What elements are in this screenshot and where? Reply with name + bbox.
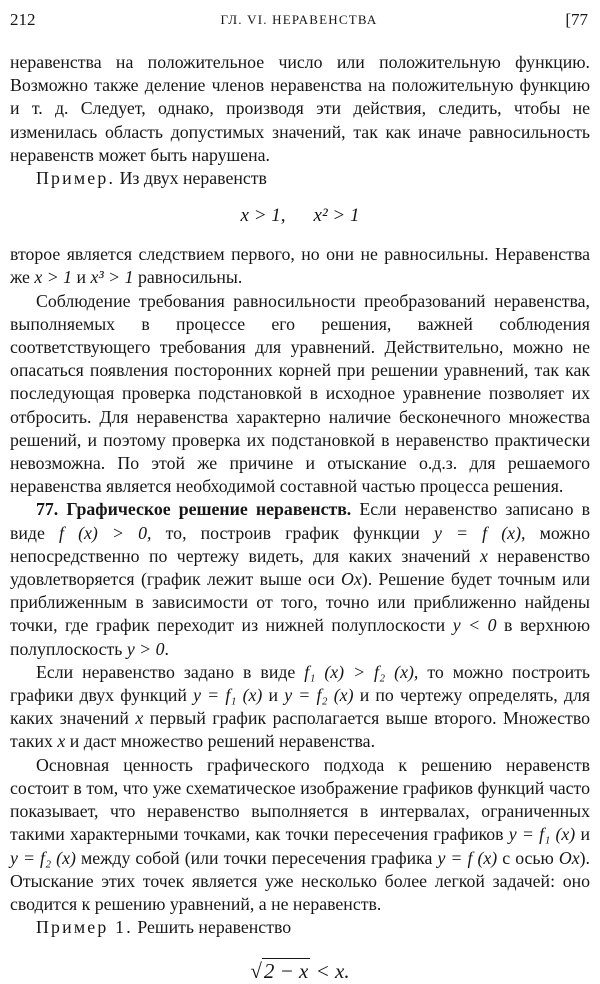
formula-rest: < x.	[315, 959, 350, 984]
running-header	[10, 10, 588, 36]
example-intro	[10, 167, 590, 190]
paragraph-1: неравенства на положительное число или положительную функцию. Возможно также деление членов неравенства на положительную функцию и т. д. Следует, однако, производя эти действия, следить, чтобы не изменилась область допустимых значений, так как иначе равносильность неравенств может быть нарушена.	[10, 52, 590, 165]
paragraph-5: Если неравенство задано в виде f₁ (x) > f₂ (x), то можно построить графики двух функций y = f₁ (x) и y = f₂ (x) и по чертежу определять, для каких значений x первый график располагается выше второго. Множество таких x и даст множество решений неравенства.	[10, 661, 591, 752]
paragraph-6: Основная ценность графического подхода к решению неравенств состоит в том, что уже схематическое изображение графиков функций часто показывает, что неравенство выполняется в интервалах, ограниченных такими характерными точками, как точки пересечения графиков y = f₁ (x) и y = f₂ (x) между собой (или точки пересечения графика y = f (x) с осью Ox). Отыскание этих точек является уже несколько более легкой задачей: оно сводится к решению уравнений, а не неравенств.	[10, 754, 590, 914]
example-1-text: Решить неравенство	[137, 917, 292, 938]
formula-right: x² > 1	[313, 205, 360, 227]
formula-left: x > 1,	[240, 205, 286, 227]
radical-sign: √	[250, 959, 262, 984]
section-77: 77. Графическое решение неравенств. Если неравенство записано в виде f (x) > 0, то, построив график функции y = f (x), можно непосредственно по чертежу видеть, для каких значений x неравенство удовлетворяется (график лежит выше оси Ox). Решение будет точным или приближенным в зависимости от того, точно или приближенно найдены точки, где график переходит из нижней полуплоскости y < 0 в верхнюю полуплоскость y > 0.	[10, 499, 590, 659]
section-number: [77	[565, 10, 588, 29]
example-text: Из двух неравенств	[119, 168, 267, 189]
page-body	[10, 51, 590, 984]
page-number: 212	[10, 10, 36, 29]
formula-sqrt-inequality	[10, 959, 590, 984]
formula-inequalities	[10, 204, 590, 227]
chapter-title: ГЛ. VI. НЕРАВЕНСТВА	[220, 12, 378, 27]
example-label: Пример.	[36, 168, 116, 189]
radicand: 2 − x	[263, 959, 309, 984]
example-1-intro	[10, 916, 590, 939]
paragraph-2: второе является следствием первого, но они не равносильны. Неравенства же x > 1 и x³ > 1 равносильны.	[10, 244, 590, 288]
section-heading: 77. Графическое решение неравенств.	[36, 499, 352, 520]
paragraph-3: Соблюдение требования равносильности преобразований неравенства, выполняемых в процессе его решения, важней соблюдения соответствующего требования для уравнений. Действительно, можно не опасаться появления посторонних корней при решении уравнений, так как последующая проверка подстановкой в исходное уравнение позволяет их отбросить. Для неравенства характерно наличие бесконечного множества решений, и поэтому проверка их подстановкой в неравенство практически невозможна. По этой же причине и отыскание о.д.з. для решаемого неравенства является необходимой составной частью процесса решения.	[10, 290, 590, 497]
example-1-label: Пример 1.	[36, 917, 133, 938]
